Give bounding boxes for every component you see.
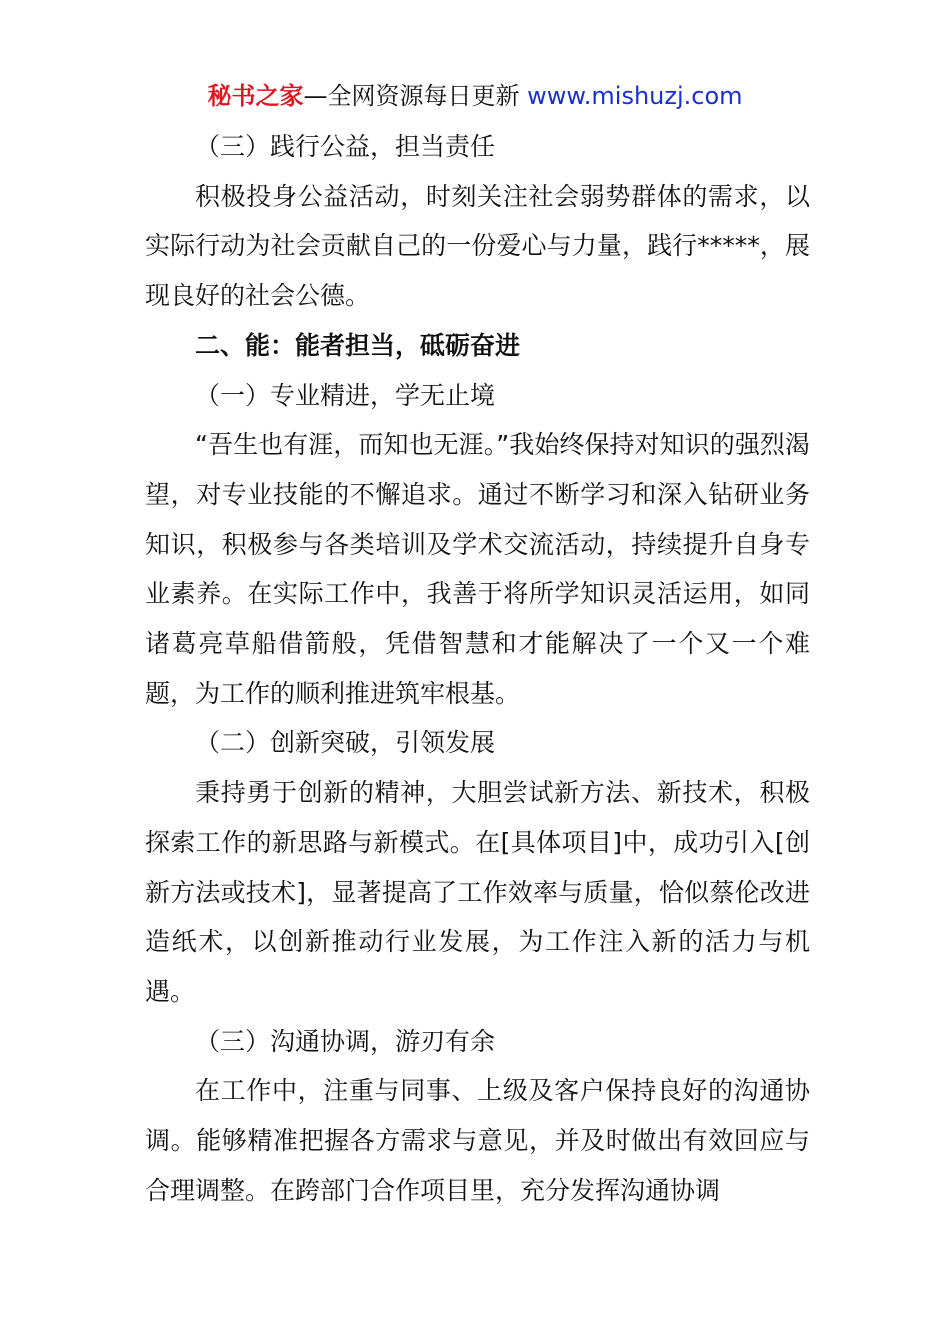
site-url-link[interactable]: www.mishuzj.com (527, 82, 743, 110)
brand-name: 秘书之家 (207, 82, 304, 110)
paragraph-communication: 在工作中，注重与同事、上级及客户保持良好的沟通协调。能够精准把握各方需求与意见，并及时做出有效回应与合理调整。在跨部门合作项目里，充分发挥沟通协调 (145, 1076, 810, 1205)
paragraph-innovation: 秉持勇于创新的精神，大胆尝试新方法、新技术，积极探索工作的新思路与新模式。在[具体项目]中，成功引入[创新方法或技术]，显著提高了工作效率与质量，恰似蔡伦改进造纸术，以创新推动行业发展，为工作注入新的活力与机遇。 (145, 778, 810, 1006)
site-banner (0, 78, 950, 114)
paragraph-professional: “吾生也有涯，而知也无涯。”我始终保持对知识的强烈渴望，对专业技能的不懈追求。通过不断学习和深入钻研业务知识，积极参与各类培训及学术交流活动，持续提升自身专业素养。在实际工作中，我善于将所学知识灵活运用，如同诸葛亮草船借箭般，凭借智慧和才能解决了一个又一个难题，为工作的顺利推进筑牢根基。 (145, 430, 810, 708)
section-heading-practice-welfare: （三）践行公益，担当责任 (195, 132, 496, 161)
section-heading-professional: （一）专业精进，学无止境 (195, 380, 496, 410)
section-heading-communication: （三）沟通协调，游刃有余 (195, 1026, 496, 1056)
document-body (145, 122, 810, 1215)
part-heading-ability: 二、能：能者担当，砥砺奋进 (195, 330, 521, 360)
section-heading-innovation: （二）创新突破，引领发展 (195, 728, 496, 758)
paragraph-practice-welfare: 积极投身公益活动，时刻关注社会弱势群体的需求，以实际行动为社会贡献自己的一份爱心与力量，践行*****，展现良好的社会公德。 (145, 181, 810, 311)
banner-tagline: —全网资源每日更新 (303, 82, 528, 110)
